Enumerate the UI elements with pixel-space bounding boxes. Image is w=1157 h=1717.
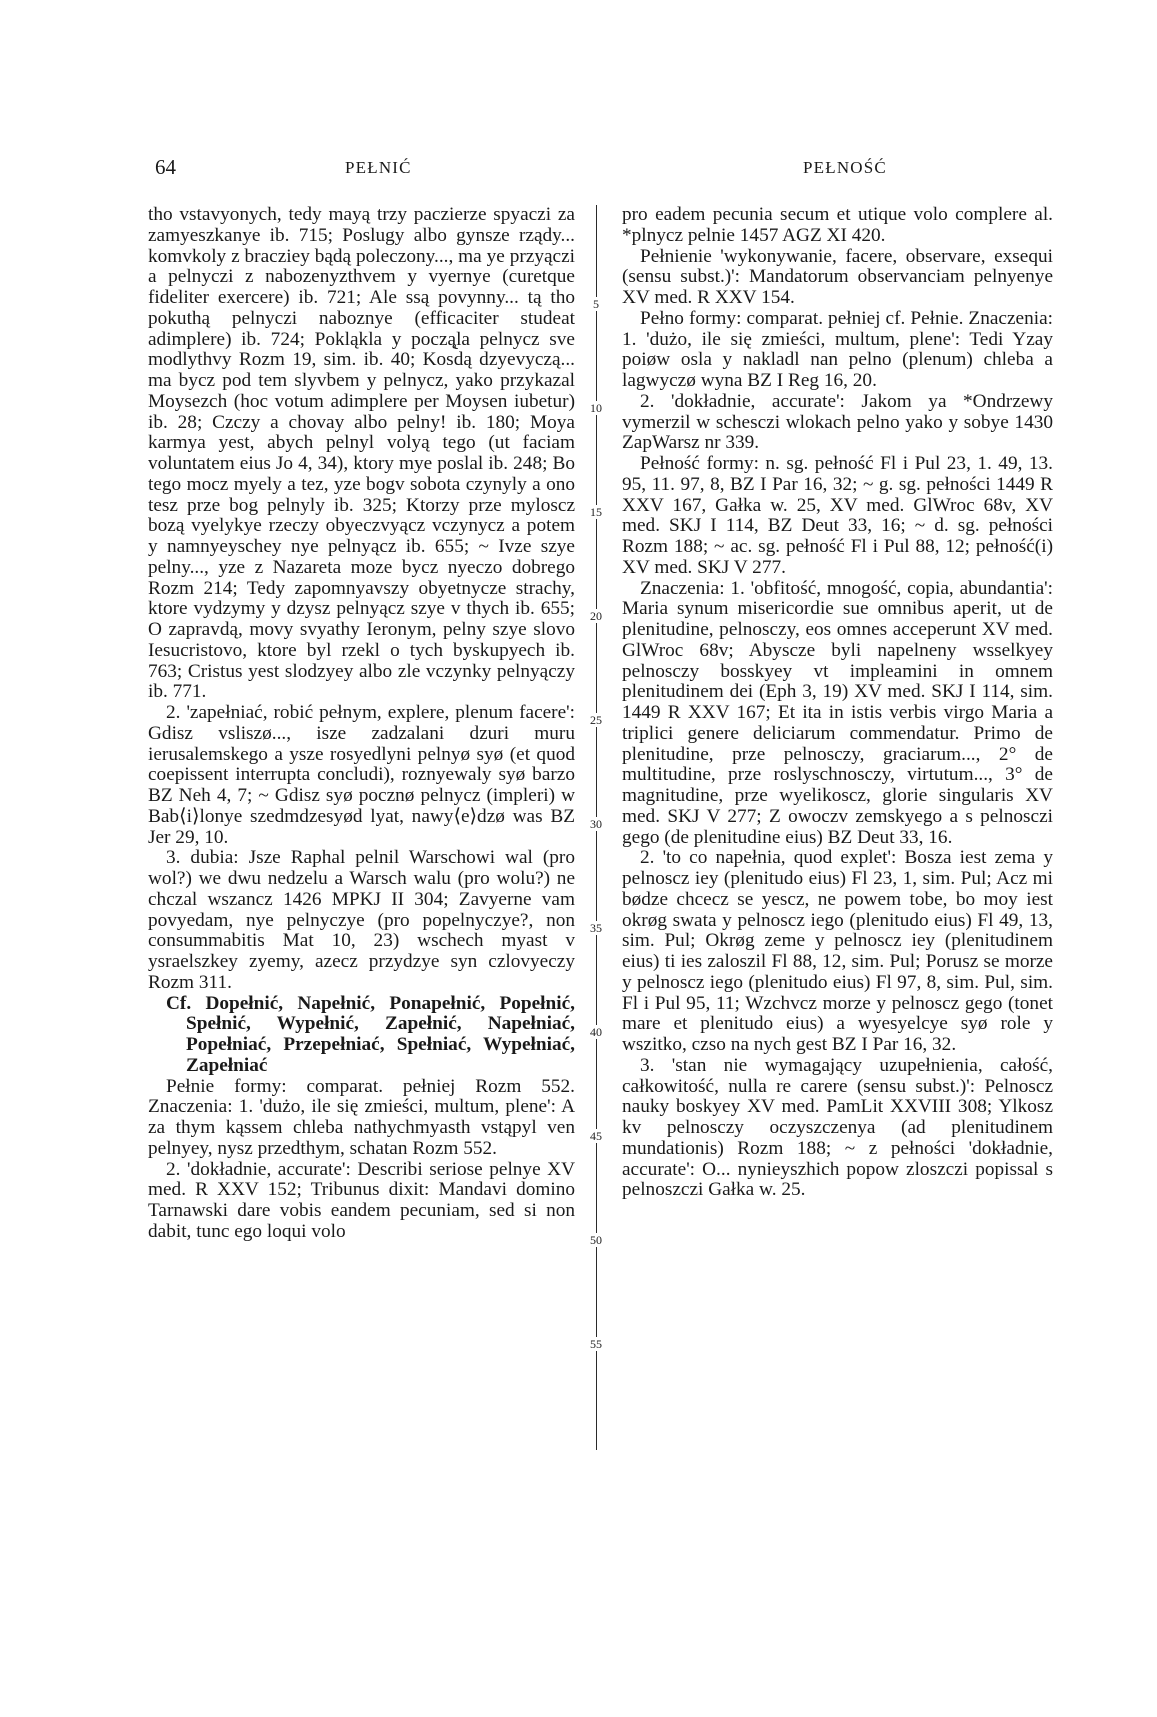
line-number: 20 (585, 609, 607, 623)
entry-paragraph: 2. 'zapełniać, robić pełnym, explere, plenum facere': Gdisz vsliszø..., isze zadzalani dzuri muru ierusalemskego a ysze rosyedlyni pelnyø syø (et quod coepissent interrupta concludi), roznyewaly syø barzo BZ Neh 4, 7; ~ Gdisz syø pocznø pelnycz (impleri) w Bab⟨i⟩lonye szedmdzesyød lyat, nawy⟨e⟩dzø was BZ Jer 29, 10. (148, 702, 575, 848)
entry-paragraph: Pełnie formy: comparat. pełniej Rozm 552. Znaczenia: 1. 'dużo, ile się zmieści, multum, plene': A za thym kąssem chleba nathychmyasth vstąpyl ven pelnyey, nysz przedthym, schatan Rozm 552. (148, 1075, 575, 1159)
entry-paragraph: 2. 'dokładnie, accurate': Jakom ya *Ondrzewy vymerzil w schesczi wlokach pelno yako y sobye 1430 ZapWarsz nr 339. (622, 390, 1053, 454)
entry-paragraph: 3. dubia: Jsze Raphal pelnil Warschowi wal (pro wol?) we dwu nedzelu a Warsch walu (pro wolu?) ne chczal wszancz 1426 MPKJ II 304; Zavyerne vam povyedam, nye pelnyczye (pro popelnyczye?, non consummabitis Mat 10, 23) wschech myast v ysraelszkey zyemy, azecz przydzye syn czlovyeczy Rozm 311. (148, 847, 575, 993)
entry-paragraph: 2. 'dokładnie, accurate': Describi seriose pelnye XV med. R XXV 152; Tribunus dixit: Mandavi domino Tarnawski dare vobis eandem pecuniam, sed si non dabit, tunc ego loqui volo (148, 1158, 575, 1242)
entry-paragraph: 2. 'to co napełnia, quod explet': Bosza iest zema y pelnoscz iey (plenitudo eius) Fl 23, 1, sim. Pul; Acz mi bødze chcecz se yescz, ne powem tobe, bo moy iest okrøg swata y pelnoscz iego (plenitudo eius) Fl 49, 13, sim. Pul; Okrøg zeme y pelnoscz iey (plenitudinem eius) ti ies zaloszil Fl 88, 12, sim. Pul; Porusz se morze y pelnoscz iego (plenitudo eius) Fl 97, 8, sim. Pul, sim. Fl i Pul 95, 11; Wzchvcz morze y pelnoscz gego (tonet mare et plenitudo eius) a wyesyelcye syø role y wszitko, czso na nych gest BZ I Par 16, 32. (622, 847, 1053, 1055)
line-number: 35 (585, 921, 607, 935)
entry-paragraph: pro eadem pecunia secum et utique volo complere al. *plnycz pelnie 1457 AGZ XI 420. (622, 204, 1053, 246)
running-head-right: PEŁNOŚĆ (803, 158, 887, 177)
left-column (148, 205, 575, 1243)
right-column (622, 205, 1053, 1201)
line-number: 40 (585, 1025, 607, 1039)
line-number: 10 (585, 401, 607, 415)
entry-paragraph: Pełno formy: comparat. pełniej cf. Pełnie. Znaczenia: 1. 'dużo, ile się zmieści, multum, plene': Tedi Yzay poiøw osla y nakladl nan pelno (plenum) chleba a lagwyczø wyna BZ I Reg 16, 20. (622, 307, 1053, 391)
line-number: 30 (585, 817, 607, 831)
entry-paragraph: 3. 'stan nie wymagający uzupełnienia, całość, całkowitość, nulla re carere (sensu subst.)': Pelnoscz nauky boskyey XV med. PamLit XXVIII 308; Ylkosz kv pelnosczy oczyszczenya (ad plenitudinem mundationis) Rozm 188; ~ z pełności 'dokładnie, accurate': O... nynieyszhich popow zloszczi popissal s pelnoszczi Gałka w. 25. (622, 1054, 1053, 1201)
line-number: 55 (585, 1337, 607, 1351)
page-header (0, 155, 1157, 185)
entry-paragraph: Pełność formy: n. sg. pełność Fl i Pul 23, 1. 49, 13. 95, 11. 97, 8, BZ I Par 16, 32; ~ g. sg. pełności 1449 R XXV 167, Gałka w. 25, XV med. GlWroc 68v, XV med. SKJ I 114, BZ Deut 33, 16; ~ d. sg. pełności Rozm 188; ~ ac. sg. pełność Fl i Pul 88, 12; pełność(i) XV med. SKJ V 277. (622, 453, 1053, 578)
cross-reference: Cf. Dopełnić, Napełnić, Ponapełnić, Popełnić, Spełnić, Wypełnić, Zapełnić, Napełniać, Popełniać, Przepełniać, Spełniać, Wypełniać, Zapełniać (166, 992, 575, 1076)
entry-paragraph: tho vstavyonych, tedy mayą trzy paczierze spyaczi za zamyeszkanye ib. 715; Poslugy albo gynsze rządy... komvkoly z bracziey bądą poleczony..., ma ye przyączi a pelnyczi z nabozenyzthvem y vyernye (curetque fideliter exercere) ib. 721; Ale ssą povynny... tą tho pokuthą pelnyczi naboznye (efficaciter studeat adimplere) ib. 724; Pokląkla y począ̨la pelnycz sve modlythvy Rozm 19, sim. ib. 40; Kosdą dzyevyczą... ma bycz pod tem slyvbem y pelnycz, yako przykazal Moysezch (hoc votum adimplere per Moysen iubetur) ib. 28; Czczy a chovay albo pelny! ib. 180; Moya karmya yest, abych pelnyl volyą tego (ut faciam voluntatem eius Jo 4, 34), ktory mye poslal ib. 248; Bo tego mocz myely a tez, yze bogv sobota czynyly a ono tesz prze bog pelnyly ib. 325; Ktorzy prze myloscz bozą vyelykye rzeczy obyeczvyącz vczynycz a potem y namnyeyschey nye pelnyącz ib. 655; ~ Ivze szye pelny..., yze z Nazareta moze bycz nyeczo dobrego Rozm 214; Tedy zapomnyavszy obyetnycze strachy, ktore vydzymy y dzysz pelnyącz szye v thych ib. 655; O zapravdą, movy svyathy Ieronym, pelny szye slovo Iesucristovo, ktore byl rzekl o tych byskupyech ib. 763; Cristus yest slodzyey albo zle vczynky pelnyączy ib. 771. (148, 204, 575, 703)
line-number: 25 (585, 713, 607, 727)
line-number: 15 (585, 505, 607, 519)
page-number: 64 (155, 155, 176, 179)
line-number: 50 (585, 1233, 607, 1247)
line-number: 5 (585, 297, 607, 311)
line-number: 45 (585, 1129, 607, 1143)
entry-paragraph: Pełnienie 'wykonywanie, facere, observare, exsequi (sensu subst.)': Mandatorum observanciam pelnyenye XV med. R XXV 154. (622, 245, 1053, 308)
running-head-left: PEŁNIĆ (345, 158, 412, 177)
entry-paragraph: Znaczenia: 1. 'obfitość, mnogość, copia, abundantia': Maria synum misericordie sue omnibus aperit, ut de plenitudine, pelnosczy, eos omnes acceperunt XV med. GlWroc 68v; Abyscze byli napelneny wsselkyey pelnosczy bosskyey vt impleamini in omnem plenitudinem dei (Eph 3, 19) XV med. SKJ I 114, sim. 1449 R XXV 167; Et ita in istis verbis virgo Maria a triplici genere deliciarum commendatur. Primo de plenitudine, prze pelnosczy, graciarum..., 2° de multitudine, prze roslyschnosczy, virtutum..., 3° de magnitudine, prze wyelikoscz, glorie singularis XV med. SKJ V 277; Z owoczv zemskyego a s pelnosczi gego (de plenitudine eius) BZ Deut 33, 16. (622, 577, 1053, 848)
